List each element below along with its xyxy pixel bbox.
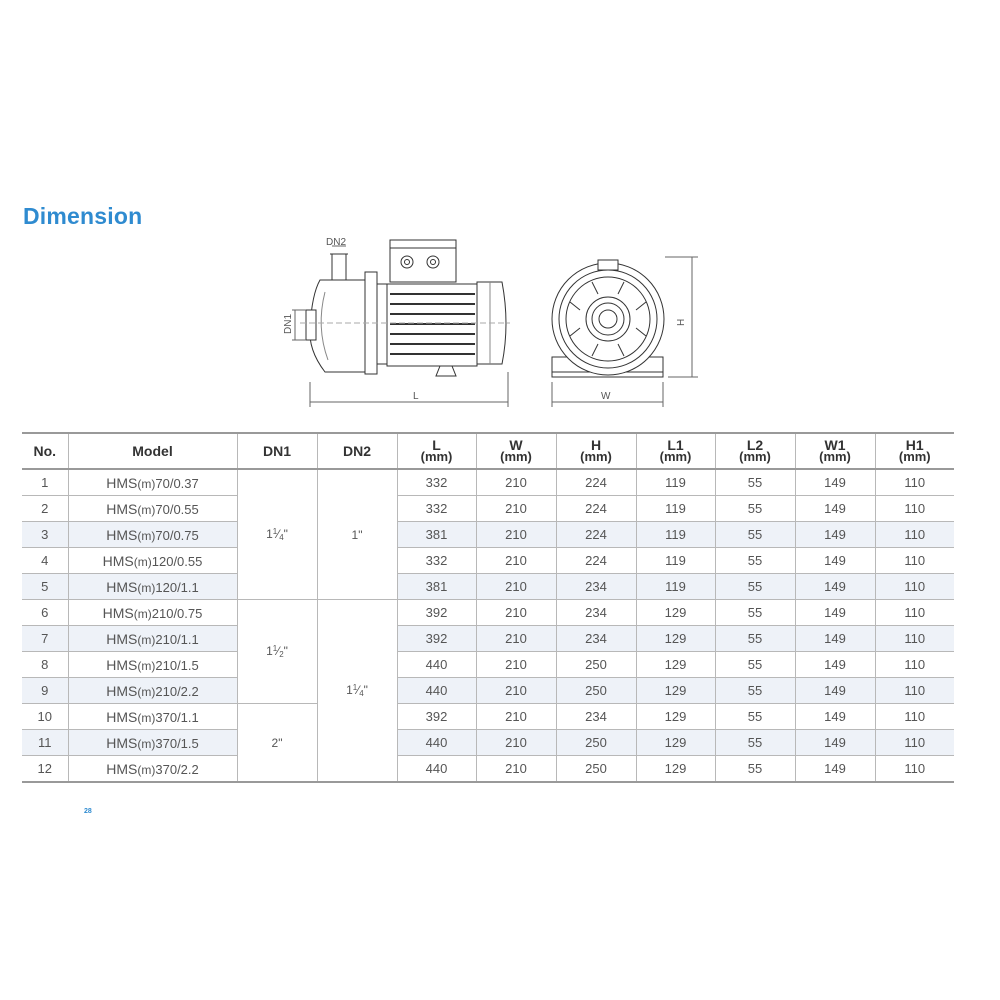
model-mid: (m) (137, 736, 156, 751)
dim-l1-cell: 129 (636, 730, 715, 756)
row-number: 1 (22, 469, 68, 496)
dn2-cell-mark: " (363, 683, 368, 697)
model-suffix: 210/1.5 (155, 657, 199, 673)
label-dn2: DN2 (326, 237, 347, 248)
column-header-unit: (mm) (580, 449, 612, 464)
dim-l2-cell: 55 (715, 496, 795, 522)
dim-h1-cell: 110 (875, 626, 954, 652)
label-l: L (413, 391, 419, 402)
column-header (795, 433, 875, 469)
dim-h1-cell: 110 (875, 704, 954, 730)
column-header (237, 433, 317, 469)
model-suffix: 370/1.5 (155, 735, 199, 751)
dim-h-cell: 234 (556, 600, 636, 626)
dn1-cell-num: 1 (272, 527, 278, 536)
model-cell (68, 574, 237, 600)
model-prefix: HMS (102, 604, 134, 621)
dim-l1-cell: 129 (636, 678, 715, 704)
table-row (22, 600, 954, 626)
column-header-unit: (mm) (898, 449, 931, 464)
dim-w1-cell: 149 (795, 469, 875, 496)
dim-l-cell: 440 (397, 730, 476, 756)
dim-w1-cell: 149 (795, 626, 875, 652)
dim-l2-cell: 55 (715, 469, 795, 496)
row-number: 9 (22, 678, 68, 704)
model-mid: (m) (133, 606, 152, 621)
column-header-label: L1 (667, 437, 684, 453)
dim-w1-cell: 149 (795, 574, 875, 600)
model-mid: (m) (137, 710, 156, 725)
dim-l1-cell: 119 (636, 548, 715, 574)
dim-w1-cell: 149 (795, 704, 875, 730)
dim-w1-cell: 149 (795, 756, 875, 783)
dim-l1-cell: 119 (636, 522, 715, 548)
dn1-cell (237, 704, 317, 783)
dn1-cell-num: 1 (272, 644, 278, 653)
dim-h-cell: 250 (556, 730, 636, 756)
row-number: 4 (22, 548, 68, 574)
table-row (22, 678, 954, 704)
table-row (22, 652, 954, 678)
dim-l2-cell: 55 (715, 678, 795, 704)
dim-l1-cell: 129 (636, 756, 715, 783)
model-suffix: 210/2.2 (155, 683, 199, 699)
dim-h-cell: 234 (556, 626, 636, 652)
page-number: 28 (84, 808, 92, 815)
dim-w-cell: 210 (476, 600, 556, 626)
pump-side-view (292, 240, 510, 407)
column-header (397, 433, 476, 469)
model-cell (68, 600, 237, 626)
dim-w1-cell: 149 (795, 522, 875, 548)
model-suffix: 70/0.55 (155, 501, 199, 517)
dim-h-cell: 224 (556, 496, 636, 522)
label-dn1: DN1 (283, 313, 294, 334)
model-cell (68, 522, 237, 548)
model-prefix: HMS (102, 552, 134, 569)
model-cell (68, 756, 237, 783)
dim-h-cell: 234 (556, 574, 636, 600)
dim-h1-cell: 110 (875, 756, 954, 783)
column-header-label: Model (132, 443, 173, 459)
table-row (22, 522, 954, 548)
dim-w-cell: 210 (476, 626, 556, 652)
dim-w1-cell: 149 (795, 730, 875, 756)
table-body (22, 469, 954, 782)
dim-l2-cell: 55 (715, 730, 795, 756)
dim-l1-cell: 129 (636, 704, 715, 730)
dn1-cell-mark: " (283, 527, 288, 541)
model-mid: (m) (133, 554, 152, 569)
dn1-cell-den: 2 (279, 650, 284, 659)
model-cell (68, 704, 237, 730)
table-row (22, 496, 954, 522)
dn2-cell-whole: 1 (346, 683, 353, 697)
model-mid: (m) (137, 632, 156, 647)
model-mid: (m) (137, 658, 156, 673)
dim-l2-cell: 55 (715, 574, 795, 600)
model-suffix: 210/1.1 (155, 631, 199, 647)
dn2-cell-num: 1 (352, 683, 358, 692)
column-header (317, 433, 397, 469)
model-prefix: HMS (106, 734, 138, 751)
dim-h1-cell: 110 (875, 496, 954, 522)
model-mid: (m) (137, 502, 156, 517)
dim-h-cell: 224 (556, 522, 636, 548)
model-suffix: 70/0.75 (155, 527, 199, 543)
model-cell (68, 652, 237, 678)
dim-h-cell: 234 (556, 704, 636, 730)
dim-l-cell: 392 (397, 626, 476, 652)
model-prefix: HMS (106, 682, 138, 699)
section-title: Dimension (23, 203, 143, 229)
model-prefix: HMS (106, 500, 138, 517)
column-header-unit: (mm) (819, 449, 851, 464)
dim-h-cell: 224 (556, 469, 636, 496)
column-header (636, 433, 715, 469)
table-row (22, 574, 954, 600)
dim-l-cell: 392 (397, 600, 476, 626)
dim-w1-cell: 149 (795, 496, 875, 522)
model-cell (68, 496, 237, 522)
column-header-label: No. (33, 443, 57, 459)
column-header-label: DN2 (342, 443, 371, 459)
dim-l2-cell: 55 (715, 600, 795, 626)
dim-l1-cell: 119 (636, 469, 715, 496)
dim-l-cell: 440 (397, 756, 476, 783)
column-header-unit: (mm) (420, 449, 453, 464)
model-mid: (m) (137, 476, 156, 491)
row-number: 11 (22, 730, 68, 756)
dim-w-cell: 210 (476, 469, 556, 496)
dim-l2-cell: 55 (715, 704, 795, 730)
dimension-table (22, 432, 954, 783)
column-header-label: L2 (746, 437, 764, 453)
dim-l-cell: 332 (397, 496, 476, 522)
dim-l1-cell: 119 (636, 496, 715, 522)
dim-h1-cell: 110 (875, 652, 954, 678)
dim-l2-cell: 55 (715, 756, 795, 783)
model-mid: (m) (137, 684, 156, 699)
dn2-cell-den: 4 (359, 689, 364, 698)
model-mid: (m) (137, 762, 156, 777)
dim-h-cell: 250 (556, 678, 636, 704)
dim-h1-cell: 110 (875, 522, 954, 548)
dim-h1-cell: 110 (875, 730, 954, 756)
label-h: H (676, 318, 687, 326)
dim-w1-cell: 149 (795, 652, 875, 678)
dim-h1-cell: 110 (875, 469, 954, 496)
model-prefix: HMS (106, 474, 138, 491)
table-row (22, 756, 954, 783)
dn1-cell-mark: " (283, 644, 288, 658)
dim-l-cell: 381 (397, 574, 476, 600)
column-header-label: DN1 (262, 443, 291, 459)
dim-l-cell: 381 (397, 522, 476, 548)
model-suffix: 70/0.37 (155, 475, 199, 491)
column-header (22, 433, 68, 469)
model-prefix: HMS (106, 578, 138, 595)
dim-w1-cell: 149 (795, 548, 875, 574)
dim-w-cell: 210 (476, 574, 556, 600)
column-header (556, 433, 636, 469)
dim-h1-cell: 110 (875, 600, 954, 626)
model-cell (68, 548, 237, 574)
model-cell (68, 469, 237, 496)
row-number: 12 (22, 756, 68, 783)
column-header-label: W (509, 437, 523, 453)
dim-l-cell: 392 (397, 704, 476, 730)
row-number: 7 (22, 626, 68, 652)
column-header-label: H (590, 437, 602, 453)
model-suffix: 370/1.1 (155, 709, 199, 725)
column-header-label: W1 (824, 437, 846, 453)
table-header-row (22, 433, 954, 469)
row-number: 3 (22, 522, 68, 548)
dim-l2-cell: 55 (715, 626, 795, 652)
dim-w-cell: 210 (476, 704, 556, 730)
dn2-cell (317, 469, 397, 600)
dim-l-cell: 332 (397, 548, 476, 574)
dim-w1-cell: 149 (795, 678, 875, 704)
model-cell (68, 626, 237, 652)
table-row (22, 469, 954, 496)
dim-w-cell: 210 (476, 730, 556, 756)
dim-w-cell: 210 (476, 652, 556, 678)
model-cell (68, 730, 237, 756)
dim-l1-cell: 129 (636, 626, 715, 652)
dim-w-cell: 210 (476, 548, 556, 574)
dim-l2-cell: 55 (715, 652, 795, 678)
model-prefix: HMS (106, 656, 138, 673)
column-header-unit: (mm) (500, 449, 532, 464)
dim-w1-cell: 149 (795, 600, 875, 626)
dn1-cell: $1^1⁄_4$" (237, 469, 317, 600)
row-number: 10 (22, 704, 68, 730)
dim-w-cell: 210 (476, 522, 556, 548)
dim-l2-cell: 55 (715, 522, 795, 548)
dim-h1-cell: 110 (875, 548, 954, 574)
dim-w-cell: 210 (476, 756, 556, 783)
table-row (22, 548, 954, 574)
model-mid: (m) (137, 528, 156, 543)
column-header (875, 433, 954, 469)
column-header-unit: (mm) (659, 449, 692, 464)
model-prefix: HMS (106, 708, 138, 725)
dim-w-cell: 210 (476, 496, 556, 522)
model-prefix: HMS (106, 526, 138, 543)
model-suffix: 210/0.75 (151, 605, 203, 621)
column-header-label: L (432, 437, 441, 453)
dim-h-cell: 224 (556, 548, 636, 574)
model-prefix: HMS (106, 760, 138, 777)
dim-h-cell: 250 (556, 756, 636, 783)
dim-l1-cell: 119 (636, 574, 715, 600)
table-row (22, 704, 954, 730)
column-header-unit: (mm) (739, 449, 771, 464)
dim-l-cell: 440 (397, 652, 476, 678)
model-mid: (m) (137, 580, 156, 595)
pump-front-view (552, 257, 698, 407)
row-number: 2 (22, 496, 68, 522)
dn2-cell: $1^1⁄_4$" (317, 600, 397, 783)
dim-h1-cell: 110 (875, 678, 954, 704)
column-header (476, 433, 556, 469)
label-w: W (601, 391, 611, 402)
dim-h1-cell: 110 (875, 574, 954, 600)
dn1-cell-whole: 2" (271, 735, 283, 750)
table-row (22, 730, 954, 756)
dn2-cell-whole: 1" (351, 527, 363, 542)
dn1-cell-den: 4 (279, 533, 284, 542)
dim-w-cell: 210 (476, 678, 556, 704)
row-number: 8 (22, 652, 68, 678)
row-number: 5 (22, 574, 68, 600)
column-header (715, 433, 795, 469)
table-row (22, 626, 954, 652)
model-suffix: 370/2.2 (155, 761, 199, 777)
column-header-label: H1 (905, 437, 924, 453)
dim-l-cell: 440 (397, 678, 476, 704)
dim-l2-cell: 55 (715, 548, 795, 574)
row-number: 6 (22, 600, 68, 626)
dim-h-cell: 250 (556, 652, 636, 678)
dn1-cell: $1^1⁄_2$" (237, 600, 317, 704)
dim-l1-cell: 129 (636, 652, 715, 678)
dim-l-cell: 332 (397, 469, 476, 496)
model-suffix: 120/1.1 (155, 579, 199, 595)
dim-l1-cell: 129 (636, 600, 715, 626)
model-cell (68, 678, 237, 704)
model-prefix: HMS (106, 630, 138, 647)
column-header (68, 433, 237, 469)
dn1-cell-whole: 1 (266, 644, 273, 658)
dn1-cell-whole: 1 (266, 527, 273, 541)
model-suffix: 120/0.55 (151, 553, 203, 569)
pump-dimension-drawing (280, 232, 700, 407)
